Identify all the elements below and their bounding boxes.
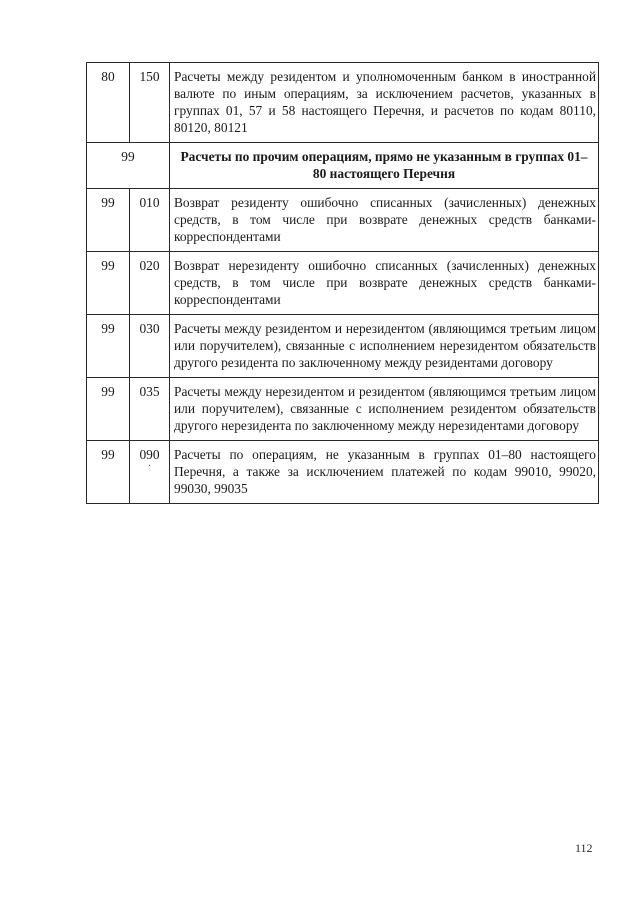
scan-artifact-dot: · <box>147 461 152 472</box>
description-cell: Расчеты между резидентом и уполномоченным банком в иностранной валюте по иным операциям, за исключением расчетов, указанных в группах 01, 57 и 58 настоящего Перечня, и расчетов по кодам 80110, 80120, 80121 <box>170 63 599 143</box>
page-number: 112 <box>575 841 593 855</box>
group-code-cell: 99 <box>87 189 130 252</box>
operation-code-cell: 150 <box>130 63 170 143</box>
table-row <box>87 378 599 441</box>
operation-code-cell: 030 <box>130 315 170 378</box>
section-title: Расчеты по прочим операциям, прямо не указанным в группах 01–80 настоящего Перечня <box>170 143 599 189</box>
group-code-cell: 99 <box>87 378 130 441</box>
operation-code-cell: 035 <box>130 378 170 441</box>
operation-code-cell <box>130 441 170 504</box>
description-cell: Расчеты по операциям, не указанным в группах 01–80 настоящего Перечня, а также за исключением платежей по кодам 99010, 99020, 99030, 99035 <box>170 441 599 504</box>
operation-code-cell: 020 <box>130 252 170 315</box>
group-code-cell: 99 <box>87 441 130 504</box>
table-row <box>87 189 599 252</box>
group-code-cell: 99 <box>87 252 130 315</box>
group-code-cell: 99 <box>87 315 130 378</box>
table-row <box>87 441 599 504</box>
table-row <box>87 315 599 378</box>
description-cell: Возврат нерезиденту ошибочно списанных (зачисленных) денежных средств, в том числе при возврате денежных средств банками-корреспондентами <box>170 252 599 315</box>
description-cell: Возврат резиденту ошибочно списанных (зачисленных) денежных средств, в том числе при возврате денежных средств банками-корреспондентами <box>170 189 599 252</box>
operation-code-value: 090 <box>139 447 160 462</box>
table-row <box>87 63 599 143</box>
operation-code-cell: 010 <box>130 189 170 252</box>
description-cell: Расчеты между нерезидентом и резидентом (являющимся третьим лицом или поручителем), связанные с исполнением резидентом обязательств другого нерезидента по заключенному между нерезидентами договору <box>170 378 599 441</box>
table-row <box>87 252 599 315</box>
operation-codes-table <box>86 62 599 504</box>
section-header-row <box>87 143 599 189</box>
group-code-cell: 80 <box>87 63 130 143</box>
section-group-code: 99 <box>87 143 170 189</box>
description-cell: Расчеты между резидентом и нерезидентом (являющимся третьим лицом или поручителем), связанные с исполнением нерезидентом обязательств другого резидента по заключенному между резидентами договору <box>170 315 599 378</box>
